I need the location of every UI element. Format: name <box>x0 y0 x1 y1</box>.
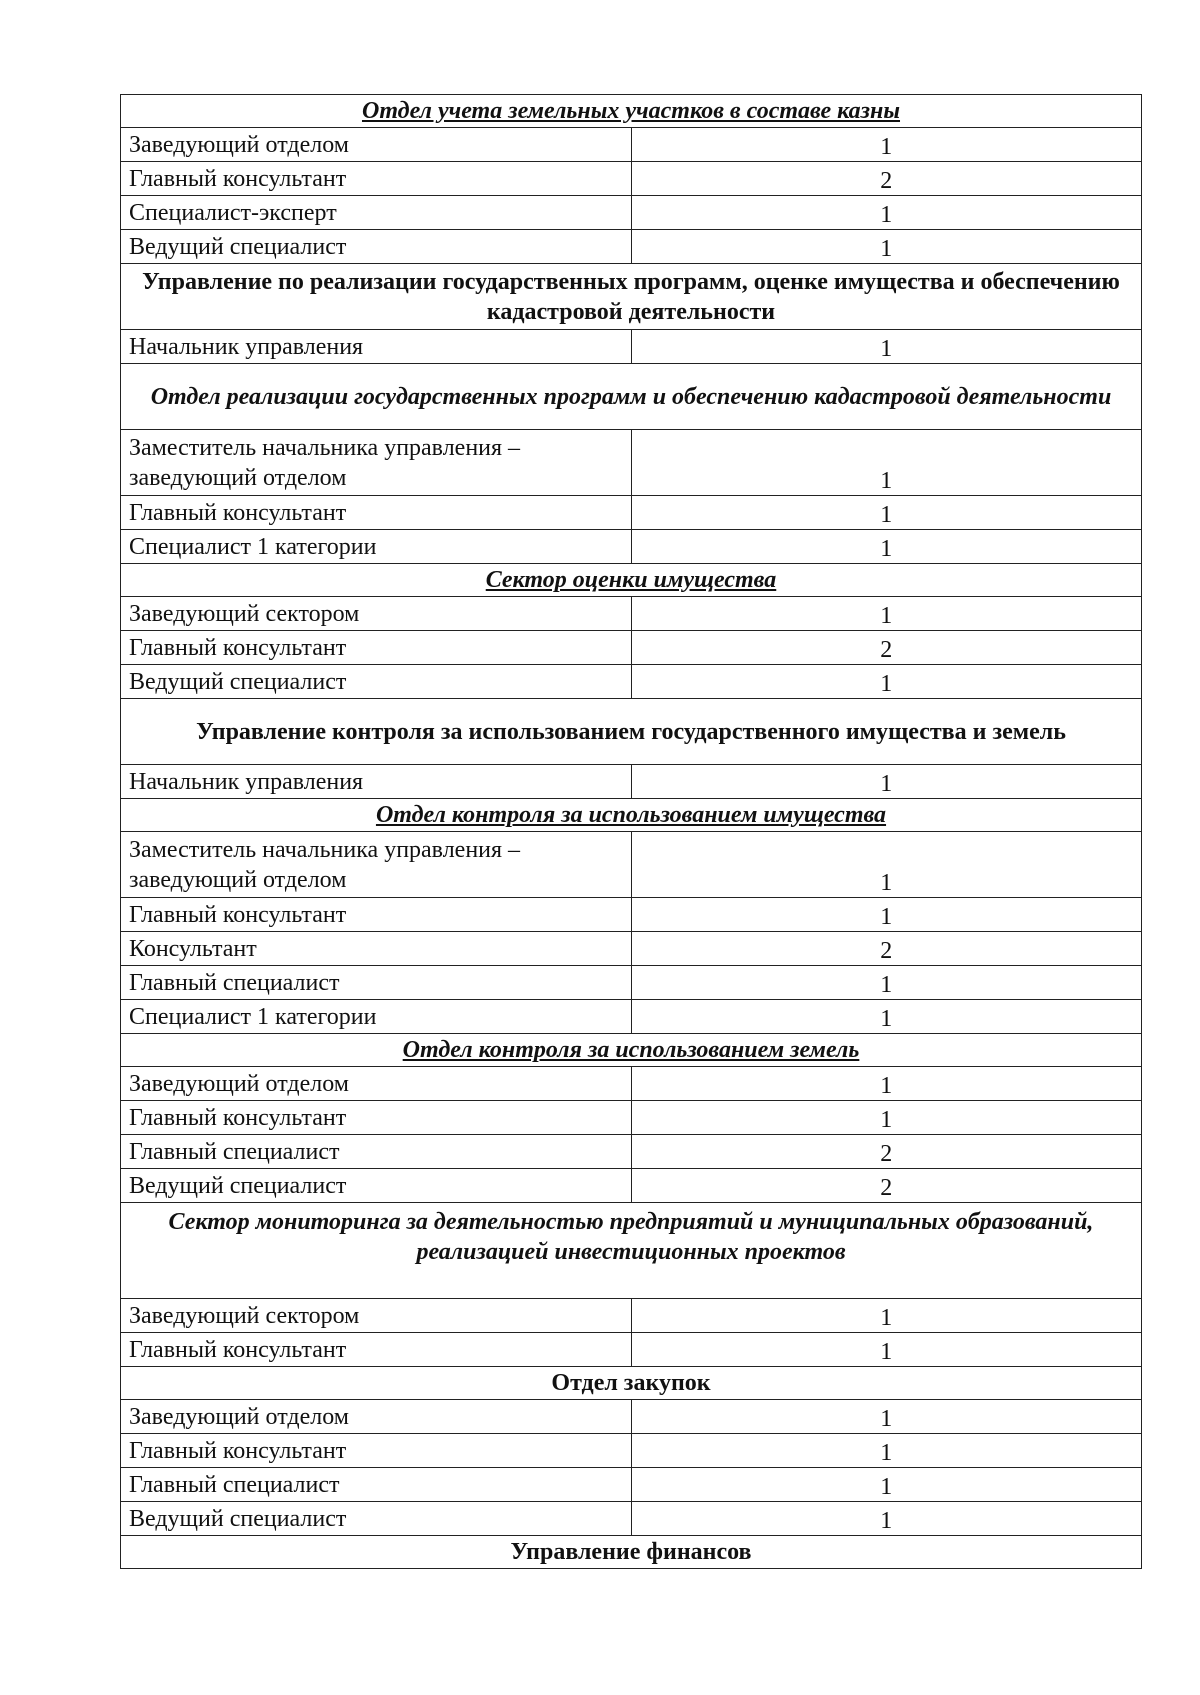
table-row <box>121 1299 1142 1333</box>
position-count: 1 <box>631 665 1142 699</box>
position-count: 2 <box>631 1169 1142 1203</box>
section-header-row <box>121 1367 1142 1400</box>
position-count: 1 <box>631 765 1142 799</box>
position-count: 1 <box>631 832 1142 898</box>
table-row <box>121 496 1142 530</box>
table-row <box>121 196 1142 230</box>
staff-table <box>120 94 1142 1569</box>
table-row <box>121 128 1142 162</box>
position-count: 1 <box>631 196 1142 230</box>
table-row <box>121 1502 1142 1536</box>
position-name: Главный консультант <box>121 496 632 530</box>
position-count: 2 <box>631 932 1142 966</box>
position-count: 1 <box>631 1502 1142 1536</box>
position-count: 1 <box>631 1067 1142 1101</box>
table-row <box>121 1101 1142 1135</box>
position-name: Консультант <box>121 932 632 966</box>
position-count: 2 <box>631 162 1142 196</box>
section-title: Управление по реализации государственных программ, оценке имущества и обеспечению кадастровой деятельности <box>121 264 1142 330</box>
position-count: 1 <box>631 430 1142 496</box>
position-name: Начальник управления <box>121 330 632 364</box>
table-row <box>121 932 1142 966</box>
section-header-row <box>121 699 1142 765</box>
position-count: 1 <box>631 966 1142 1000</box>
position-count: 1 <box>631 530 1142 564</box>
table-row <box>121 330 1142 364</box>
section-header-row <box>121 1034 1142 1067</box>
position-name: Специалист 1 категории <box>121 1000 632 1034</box>
section-header-row <box>121 364 1142 430</box>
table-row <box>121 162 1142 196</box>
table-row <box>121 631 1142 665</box>
section-title: Управление финансов <box>121 1536 1142 1569</box>
position-count: 1 <box>631 1333 1142 1367</box>
section-header-row <box>121 95 1142 128</box>
position-count: 2 <box>631 1135 1142 1169</box>
position-name: Главный консультант <box>121 1434 632 1468</box>
position-count: 1 <box>631 128 1142 162</box>
position-name: Заведующий отделом <box>121 128 632 162</box>
table-row <box>121 1434 1142 1468</box>
table-row <box>121 230 1142 264</box>
position-name: Главный специалист <box>121 966 632 1000</box>
position-count: 1 <box>631 496 1142 530</box>
position-count: 1 <box>631 1101 1142 1135</box>
position-count: 1 <box>631 1000 1142 1034</box>
table-row <box>121 1333 1142 1367</box>
position-name: Специалист-эксперт <box>121 196 632 230</box>
section-title: Сектор оценки имущества <box>121 564 1142 597</box>
position-name: Главный консультант <box>121 162 632 196</box>
position-name: Главный консультант <box>121 631 632 665</box>
table-row <box>121 966 1142 1000</box>
table-row <box>121 430 1142 496</box>
position-name: Заведующий отделом <box>121 1067 632 1101</box>
position-count: 2 <box>631 631 1142 665</box>
position-count: 1 <box>631 597 1142 631</box>
position-name: Заместитель начальника управления – заведующий отделом <box>121 832 632 898</box>
section-header-row <box>121 264 1142 330</box>
table-row <box>121 898 1142 932</box>
position-count: 1 <box>631 1299 1142 1333</box>
table-row <box>121 1169 1142 1203</box>
position-name: Специалист 1 категории <box>121 530 632 564</box>
position-name: Заведующий сектором <box>121 597 632 631</box>
position-name: Главный консультант <box>121 1333 632 1367</box>
table-row <box>121 530 1142 564</box>
position-count: 1 <box>631 1468 1142 1502</box>
position-name: Главный консультант <box>121 898 632 932</box>
position-count: 1 <box>631 330 1142 364</box>
section-title: Отдел реализации государственных программ и обеспечению кадастровой деятельности <box>121 364 1142 430</box>
section-header-row <box>121 799 1142 832</box>
position-name: Главный специалист <box>121 1468 632 1502</box>
table-row <box>121 597 1142 631</box>
section-title: Управление контроля за использованием государственного имущества и земель <box>121 699 1142 765</box>
table-row <box>121 832 1142 898</box>
position-name: Заместитель начальника управления – заведующий отделом <box>121 430 632 496</box>
position-name: Ведущий специалист <box>121 1502 632 1536</box>
section-header-row <box>121 1203 1142 1299</box>
section-header-row <box>121 1536 1142 1569</box>
table-row <box>121 765 1142 799</box>
table-row <box>121 1400 1142 1434</box>
table-row <box>121 665 1142 699</box>
table-row <box>121 1000 1142 1034</box>
section-title: Отдел учета земельных участков в составе казны <box>121 95 1142 128</box>
position-name: Ведущий специалист <box>121 1169 632 1203</box>
table-row <box>121 1135 1142 1169</box>
position-count: 1 <box>631 898 1142 932</box>
position-count: 1 <box>631 1400 1142 1434</box>
section-title: Сектор мониторинга за деятельностью предприятий и муниципальных образований, реализацией инвестиционных проектов <box>121 1203 1142 1299</box>
position-name: Главный консультант <box>121 1101 632 1135</box>
position-name: Заведующий сектором <box>121 1299 632 1333</box>
position-name: Главный специалист <box>121 1135 632 1169</box>
position-name: Начальник управления <box>121 765 632 799</box>
position-name: Ведущий специалист <box>121 230 632 264</box>
table-row <box>121 1067 1142 1101</box>
position-count: 1 <box>631 230 1142 264</box>
section-title: Отдел контроля за использованием имущества <box>121 799 1142 832</box>
position-name: Ведущий специалист <box>121 665 632 699</box>
position-name: Заведующий отделом <box>121 1400 632 1434</box>
section-header-row <box>121 564 1142 597</box>
position-count: 1 <box>631 1434 1142 1468</box>
table-row <box>121 1468 1142 1502</box>
section-title: Отдел контроля за использованием земель <box>121 1034 1142 1067</box>
section-title: Отдел закупок <box>121 1367 1142 1400</box>
